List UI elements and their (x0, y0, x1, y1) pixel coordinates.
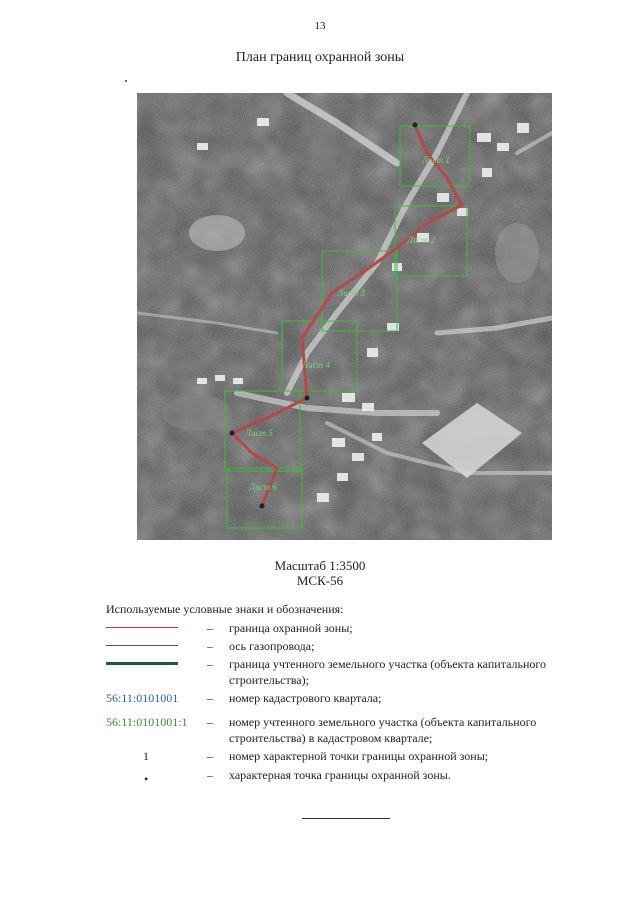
sheet-label-4: Лист 4 (302, 360, 330, 370)
stray-dot (125, 80, 127, 82)
sheet-label-5: Лист 5 (245, 428, 273, 438)
legend-gray-line (106, 645, 178, 646)
legend-dash: – (207, 657, 213, 671)
legend-red-line (106, 627, 178, 628)
scale-text: Масштаб 1:3500 (274, 558, 366, 573)
coordinate-system: МСК-56 (296, 573, 344, 588)
legend-text: характерная точка границы охранной зоны. (229, 768, 451, 782)
legend-text: номер характерной точки границы охранной зоны; (229, 749, 489, 763)
sheet-label-3: Лист 3 (337, 288, 365, 298)
sheet-label-6: Лист 6 (249, 482, 277, 492)
legend-heading: Используемые условные знаки и обозначения: (106, 602, 344, 616)
scale-block (0, 558, 640, 588)
legend-land-plot-code: 56:11:0101001:1 (106, 715, 188, 729)
page-number: 13 (314, 20, 326, 32)
satellite-map (137, 93, 552, 540)
legend-dash: – (207, 715, 213, 729)
map-svg (137, 93, 552, 540)
legend-dash: – (207, 749, 213, 763)
legend-darkgreen-line (106, 662, 178, 665)
sheet-label-1: Лист 1 (422, 155, 450, 165)
legend-text: ось газопровода; (229, 639, 315, 653)
legend-cadastral-quarter-code: 56:11:0101001 (106, 691, 179, 705)
legend-point-dot-icon: • (144, 772, 149, 786)
page-title: План границ охранной зоны (235, 50, 405, 65)
sheet-label-2: Лист 2 (407, 235, 435, 245)
legend-point-number: 1 (143, 749, 149, 763)
legend-text: номер учтенного земельного участка (объекта капитального строительства) в кадастровом квартале; (229, 715, 537, 745)
legend-text: граница охранной зоны; (229, 621, 353, 635)
legend-dash: – (207, 639, 213, 653)
legend-text: номер кадастрового квартала; (229, 691, 382, 705)
bottom-rule (302, 818, 390, 819)
legend-dash: – (207, 621, 213, 635)
legend-text: граница учтенного земельного участка (объекта капитального строительства); (229, 657, 547, 687)
legend-dash: – (207, 768, 213, 782)
legend-dash: – (207, 691, 213, 705)
